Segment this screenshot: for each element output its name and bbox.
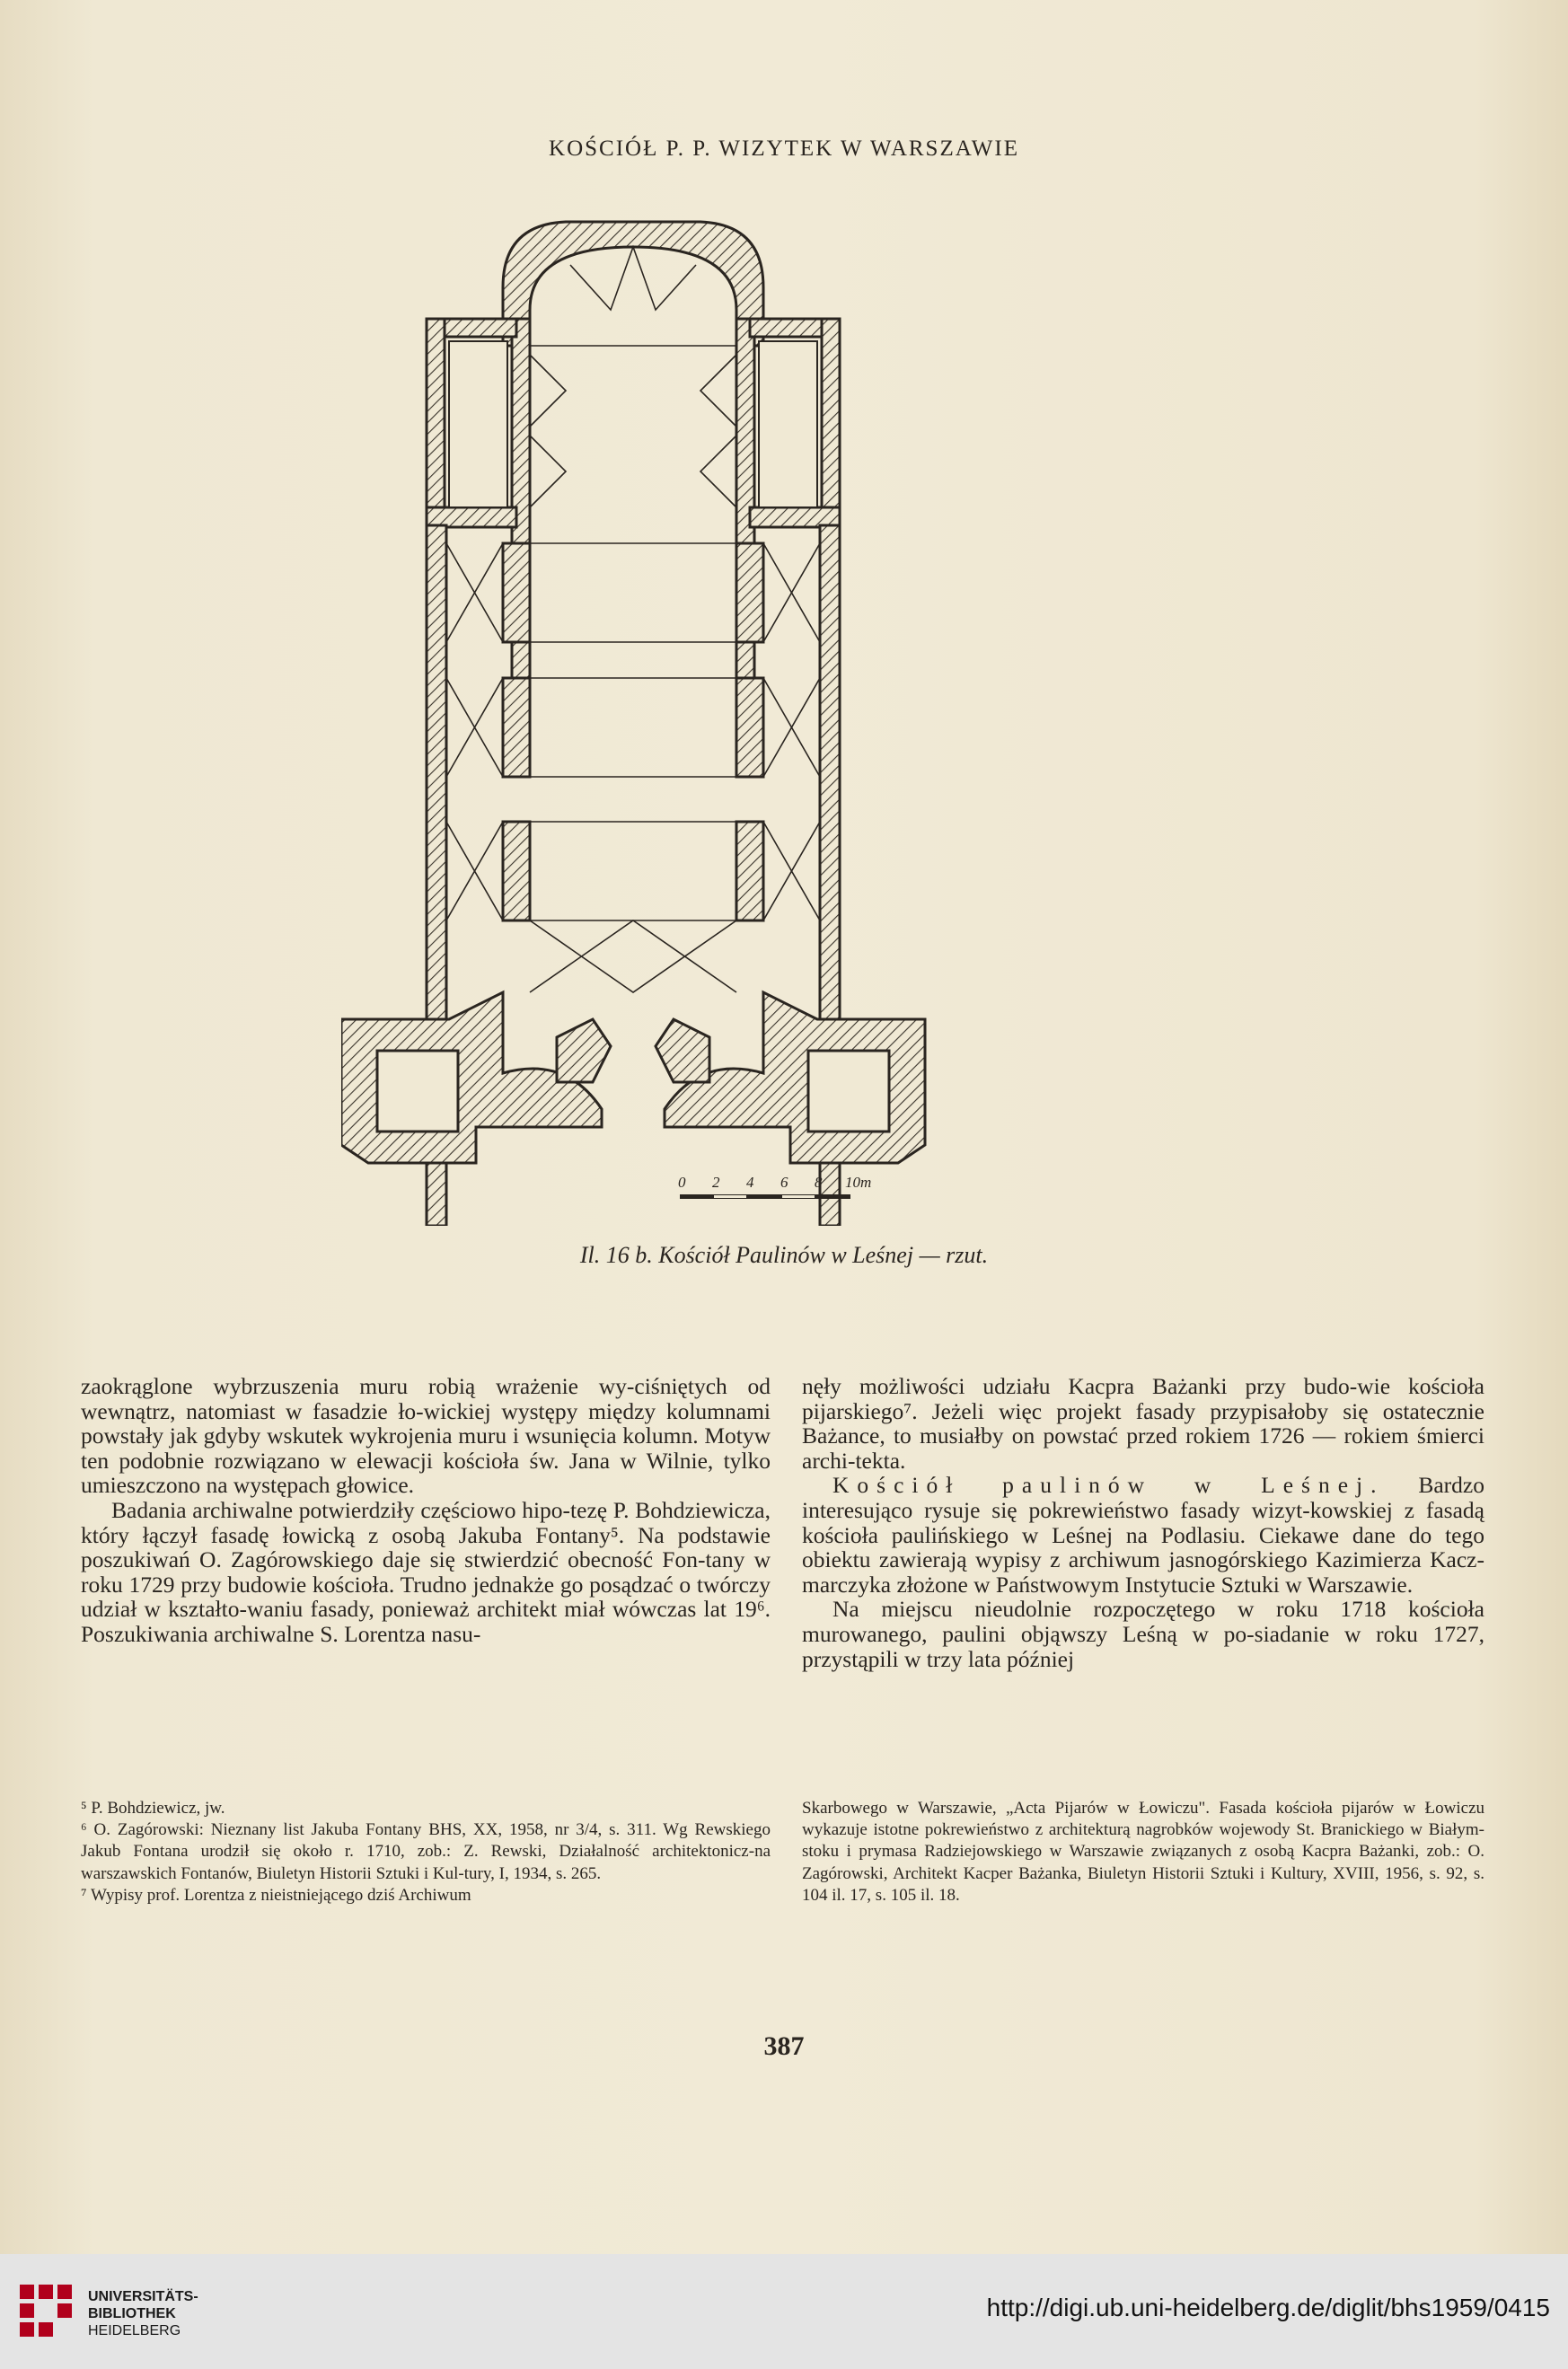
footnotes-right xyxy=(802,1798,1484,1907)
paragraph: Na miejscu nieudolnie rozpoczętego w roku 1718 kościoła murowanego, paulini objąwszy Leśną w po-siadanie w roku 1727, przystąpili w trzy lata później xyxy=(802,1596,1484,1672)
footnotes-left xyxy=(81,1798,771,1907)
footnote: ⁷ Wypisy prof. Lorentza z nieistniejącego dziś Archiwum xyxy=(81,1885,471,1905)
paragraph xyxy=(802,1473,1484,1597)
scale-label: 6 xyxy=(780,1174,788,1191)
source-url-link[interactable]: http://digi.ub.uni-heidelberg.de/diglit/bhs1959/0415 xyxy=(986,2294,1550,2321)
scale-label: 0 xyxy=(678,1174,686,1191)
library-name: UNIVERSITÄTS- BIBLIOTHEK HEIDELBERG xyxy=(88,2289,198,2338)
church-floor-plan xyxy=(341,211,1230,1226)
scale-label: 8 xyxy=(815,1174,823,1191)
footnote: Skarbowego w Warszawie, „Acta Pijarów w Łowiczu". Fasada kościoła pijarów w Łowiczu wykazuje istotne pokrewieństwo z architekturą nagrobków wojewody St. Branickiego w Białym-stoku i prymasa Radziejowskiego w Warszawie związanych z osobą Kacpra Bażanki, zob.: O. Zagórowski, Architekt Kacper Bażanka, Biuletyn Historii Sztuki i Kultury, XVIII, 1956, s. 92, s. 104 il. 17, s. 105 il. 18. xyxy=(802,1799,1484,1905)
running-head: KOŚCIÓŁ P. P. WIZYTEK W WARSZAWIE xyxy=(549,137,1019,161)
scale-bar xyxy=(669,1167,938,1212)
body-column-left xyxy=(81,1374,771,1647)
paragraph: Badania archiwalne potwierdziły częściowo hipo-tezę P. Bohdziewicza, który łączył fasadę łowicką z osobą Jakuba Fontany⁵. Na podstawie poszukiwań O. Zagórowskiego daje się stwierdzić obecność Fon-tany w roku 1729 przy budowie kościoła. Trudno jednakże go posądzać o twórczy udział w kształto-waniu fasady, ponieważ architekt miał wówczas lat 19⁶. Poszukiwania archiwalne S. Lorentza nasu- xyxy=(81,1496,771,1647)
paragraph: nęły możliwości udziału Kacpra Bażanki przy budo-wie kościoła pijarskiego⁷. Jeżeli więc projekt fasady przypisałoby się ostatecznie Bażance, to musiałby on powstać przed rokiem 1726 — rokiem śmierci archi-tekta. xyxy=(802,1373,1484,1474)
footnote: ⁵ P. Bohdziewicz, jw. xyxy=(81,1799,225,1818)
scale-label: 4 xyxy=(746,1174,754,1191)
scale-label: 10m xyxy=(845,1174,872,1191)
paragraph-text: Bardzo interesująco rysuje się pokrewieństwo fasady wizyt-kowskiej z fasadą kościoła paulińskiego w Leśnej na Podlasiu. Ciekawe dane do tego obiektu zawierają wypisy z archiwum jasnogórskiego Kazimierza Kacz-marczyka złożone w Państwowym Instytucie Sztuki w Warszawie. xyxy=(802,1472,1484,1598)
figure-caption: Il. 16 b. Kościół Paulinów w Leśnej — rzut. xyxy=(579,1242,989,1268)
section-heading: Kościół paulinów w Leśnej. xyxy=(832,1472,1385,1499)
scale-label: 2 xyxy=(712,1174,720,1191)
footnote: ⁶ O. Zagórowski: Nieznany list Jakuba Fontany BHS, XX, 1958, nr 3/4, s. 311. Wg Rewskiego Jakub Fontana urodził się około r. 1710, zob.: Z. Rewski, Działalność architektonicz-na warszawskich Fontanów, Biuletyn Historii Sztuki i Kul-tury, I, 1934, s. 265. xyxy=(81,1820,771,1883)
page-number: 387 xyxy=(763,2031,805,2061)
library-logo-icon xyxy=(14,2279,77,2342)
library-footer xyxy=(0,2254,1568,2369)
paragraph: zaokrąglone wybrzuszenia muru robią wrażenie wy-ciśniętych od wewnątrz, natomiast w fasadzie ło-wickiej występy między kolumnami powstały jak gdyby wskutek wykrojenia muru i wsunięcia kolumn. Motyw ten podobnie rozwiązano w elewacji kościoła św. Jana w Wilnie, tylko umieszczono na występach głowice. xyxy=(81,1373,771,1499)
body-column-right xyxy=(802,1374,1484,1671)
